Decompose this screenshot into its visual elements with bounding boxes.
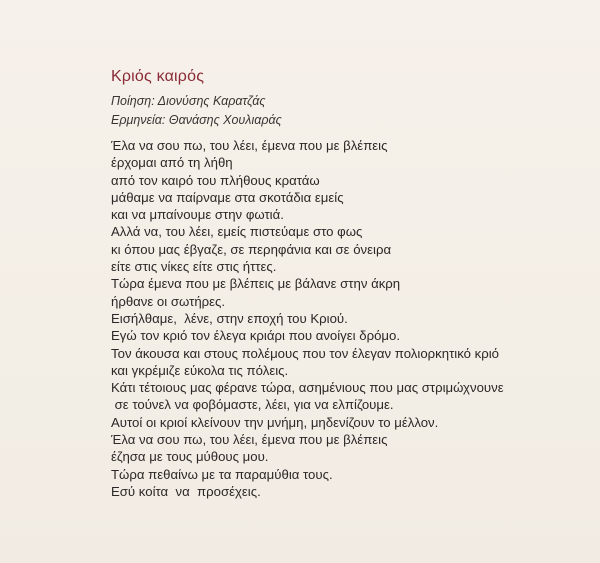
lyric-line: έζησα με τους μύθους μου. [111,449,269,465]
lyrics-block [111,137,504,500]
lyric-line: Εισήλθαμε, λένε, στην εποχή του Κριού. [111,310,348,326]
lyric-line: Εγώ τον κριό τον έλεγα κριάρι που ανοίγει δρόμο. [111,328,401,344]
lyric-line: Εσύ κοίτα να προσέχεις. [111,483,261,499]
lyric-line: Έλα να σου πω, του λέει, έμενα που με βλέπεις [111,432,388,448]
lyric-line: Έλα να σου πω, του λέει, έμενα που με βλέπεις [111,138,388,153]
lyrics-credit: Ποίηση: Διονύσης Καρατζάς [111,94,266,108]
lyric-line: Τώρα έμενα που με βλέπεις με βάλανε στην άκρη [111,276,401,292]
lyric-line: από τον καιρό του πλήθους κρατάω [111,172,320,188]
lyric-line: σε τούνελ να φοβόμαστε, λέει, για να ελπίζουμε. [111,397,394,413]
lyric-line: είτε στις νίκες είτε στις ήττες. [111,259,277,275]
lyric-line: και γκρέμιζε εύκολα τις πόλεις. [111,362,289,378]
lyric-line: κι όπου μας έβγαζε, σε περηφάνια και σε όνειρα [111,241,392,257]
lyric-line: Αυτοί οι κριοί κλείνουν την μνήμη, μηδενίζουν το μέλλον. [111,414,439,430]
lyric-line: Τώρα πεθαίνω με τα παραμύθια τους. [111,466,333,482]
lyric-line: μάθαμε να παίρναμε στα σκοτάδια εμείς [111,189,344,205]
lyric-line: και να μπαίνουμε στην φωτιά. [111,207,284,223]
song-title: Κριός καιρός [111,68,205,85]
lyric-line: ήρθανε οι σωτήρες. [111,293,226,309]
lyric-line: Αλλά να, του λέει, εμείς πιστεύαμε στο φως [111,224,363,240]
lyric-line: Τον άκουσα και στους πολέμους που τον έλεγαν πολιορκητικό κριό [111,345,500,361]
lyric-line: έρχομαι από τη λήθη [111,155,233,171]
performer-credit: Ερμηνεία: Θανάσης Χουλιαράς [111,113,282,127]
lyric-line: Κάτι τέτοιους μας φέρανε τώρα, ασημένιους που μας στριμώχνουνε [111,380,504,396]
